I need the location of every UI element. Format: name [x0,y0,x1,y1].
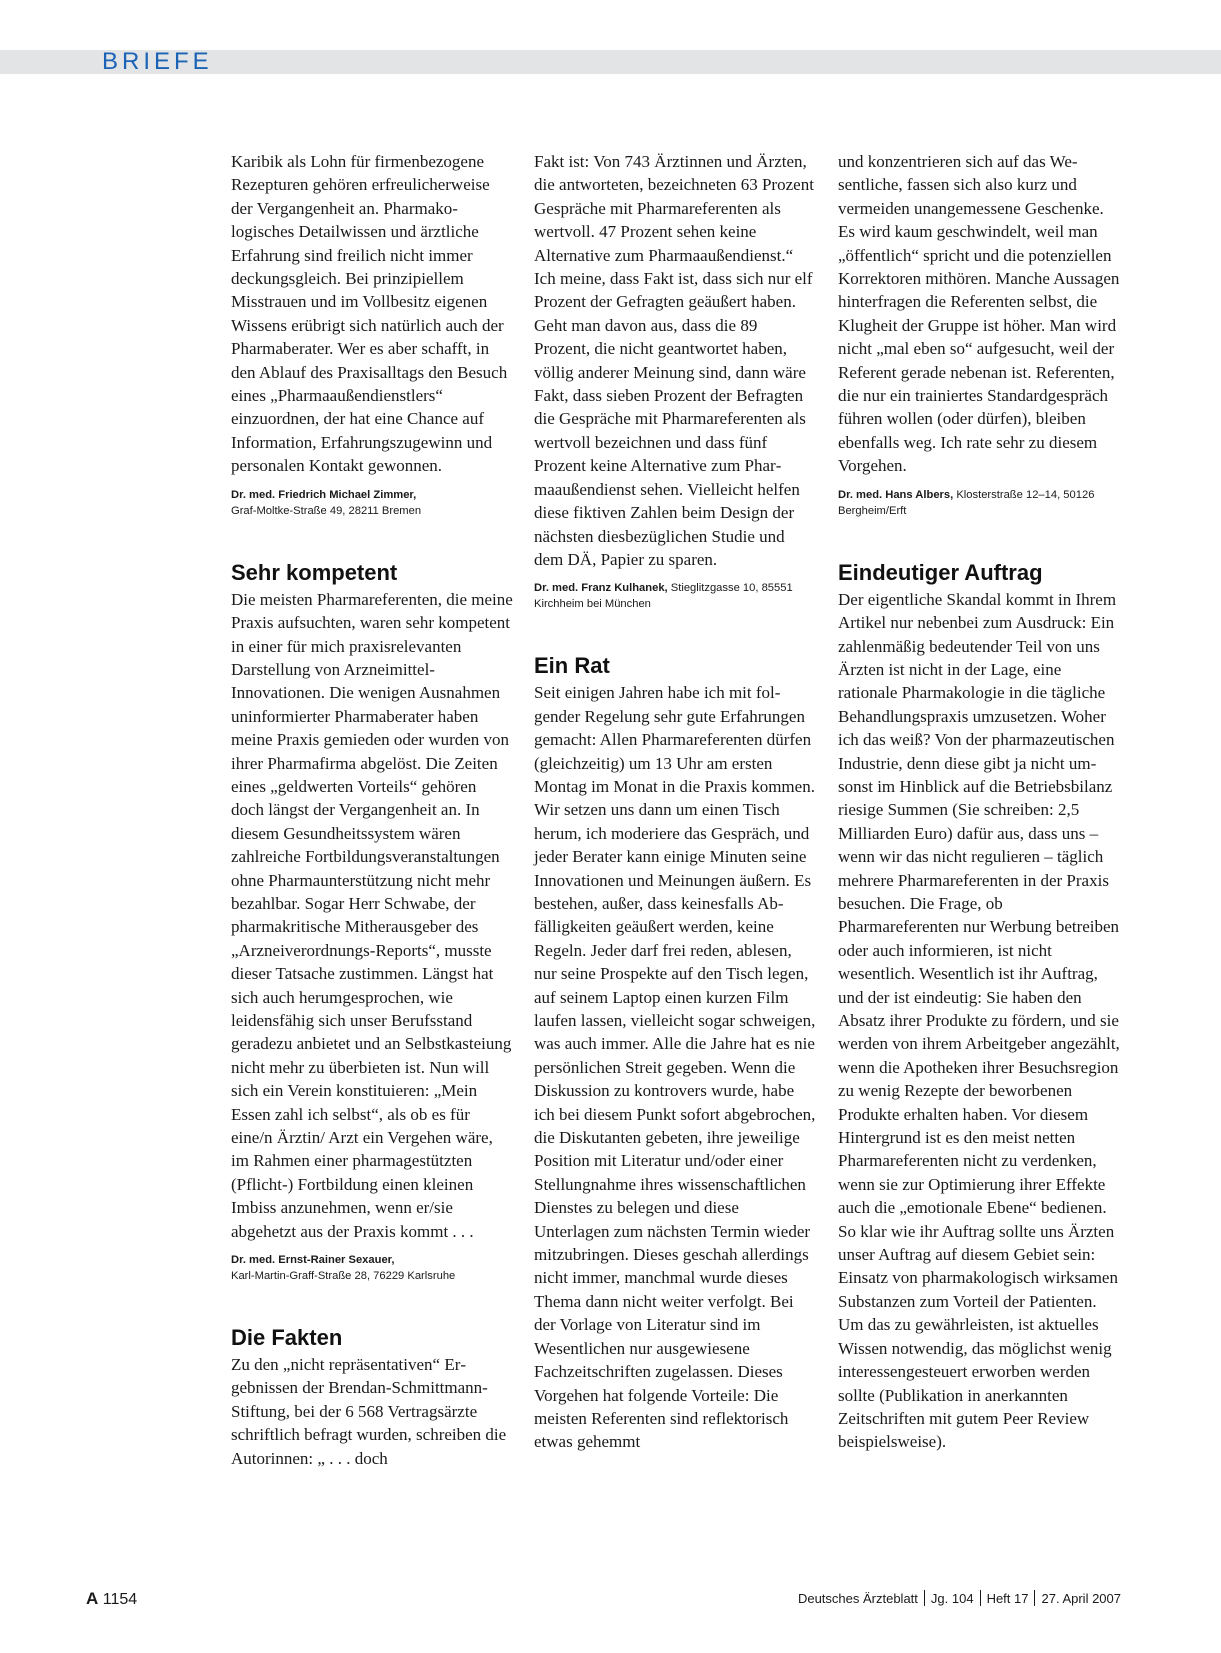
journal-volume: Jg. 104 [930,1590,974,1606]
page-number [86,1589,137,1609]
letter-2-signature [231,1252,513,1284]
signature-name: Dr. med. Friedrich Michael Zimmer, [231,488,417,501]
letter-3-text: Zu den „nicht repräsentativen“ Ergebnissen der Brendan-Schmittmann-Stiftung, bei der 6 568 Vertragsärzte schriftlich befragt wurden, schreiben die Autorinnen: „ . . . doch [231,1355,507,1468]
journal-footer [798,1590,1121,1606]
letter-4-text: Seit einigen Jahren habe ich mit folgender Regelung sehr gute Erfahrungen gemacht: Allen Pharmareferenten dürfen (gleichzeitig) um 13 Uhr am ersten Montag im Monat in die Praxis kommen. Wir setzen uns dann um einen Tisch herum, ich moderiere das Gespräch, und jeder Berater kann einige Minuten seine Innovationen und Meinungen äußern. Es bestehen, außer, dass keinesfalls Abfälligkeiten geäußert werden, keine Regeln. Jeder darf frei reden, ablesen, nur seine Prospekte auf den Tisch legen, auf seinem Laptop einen kurzen Film laufen lassen, vielleicht sogar schweigen, was auch immer. Alle die Jahre hat es nie persönlichen Streit gegeben. Wenn die Diskussion zu kontrovers wurde, habe ich bei diesem Punkt sofort abgebrochen, die Diskutanten gebeten, ihre jeweilige Position mit Literatur und/oder einer Stellungnahme ihres wissenschaftlichen Dienstes zu belegen und diese Unterlagen zum nächsten Termin wieder mitzubringen. Dieses geschah allerdings nicht immer, manchmal wurde dieses Thema dann nicht weiter verfolgt. Bei der Vorlage von Literatur sind im Wesentlichen nur ausgewiesene Fachzeitschriften zugelassen. Dieses Vorgehen hat folgende Vorteile: Die meisten Referenten sind reflektorisch etwas gehemmt [534,683,816,1452]
letter-1-signature [231,487,513,519]
letter-1-text: Karibik als Lohn für firmenbezogene Rezepturen gehören erfreulicherweise der Vergangenheit an. Pharmakologisches Detailwissen und ärztliche Erfahrung sind freilich nicht immer deckungsgleich. Bei prinzipiellem Misstrauen und im Vollbesitz eigenen Wissens erübrigt sich natürlich auch der Pharmaberater. Wer es aber schafft, in den Ablauf des Praxisalltags den Besuch eines „Pharmaaußendienstlers“ einzuordnen, der hat eine Chance auf Information, Erfahrungszugewinn und personalen Kontakt gewonnen. [231,152,508,476]
footer-divider [1034,1590,1035,1606]
signature-address: Karl-Martin-Graff-Straße 28, 76229 Karlsruhe [231,1270,456,1283]
letter-heading-die-fakten: Die Fakten [231,1325,343,1351]
signature-name: Dr. med. Hans Albers, [838,488,954,501]
letter-3-continued-text: Fakt ist: Von 743 Ärztinnen und Ärzten, die antworteten, bezeichneten 63 Prozent Gespräche mit Pharmareferenten als wertvoll. 47 Prozent sehen keine Alternative zum Pharmaaußendienst.“ Ich meine, dass Fakt ist, dass sich nur elf Prozent der Gefragten geäußert haben. Geht man davon aus, dass die 89 Prozent, die nicht geantwortet haben, völlig anderer Meinung sind, dann wäre Fakt, dass sieben Prozent der Befragten die Gespräche mit Pharmareferenten als wertvoll bezeichnen und dass fünf Prozent keine Alternative zum Pharmaaußendienst sehen. Vielleicht helfen diese fiktiven Zahlen beim Design der nächsten diesbezüglichen Studie und dem DÄ, Papier zu sparen. [534,152,814,569]
footer-divider [924,1590,925,1606]
letter-3-signature [534,580,816,612]
page-prefix: A [86,1589,99,1608]
letter-heading-eindeutiger-auftrag: Eindeutiger Auftrag [838,559,1043,585]
letter-heading-sehr-kompetent: Sehr kompetent [231,559,398,585]
section-label: BRIEFE [102,48,213,75]
letter-4-signature [838,487,1120,519]
letter-5-text: Der eigentliche Skandal kommt in Ihrem Artikel nur nebenbei zum Ausdruck: Ein zahlenmäßig bedeutender Teil von uns Ärzten ist nicht in der Lage, eine rationale Pharmakologie in die tägliche Behandlungspraxis umzusetzen. Woher ich das weiß? Von der pharmazeutischen Industrie, denn diese gibt ja nicht umsonst im Hinblick auf die Betriebsbilanz riesige Summen (Sie schreiben: 2,5 Milliarden Euro) dafür aus, dass uns – wenn wir das nicht regulieren – täglich mehrere Pharmareferenten in der Praxis besuchen. Die Frage, ob Pharmareferenten nur Werbung betreiben oder auch informieren, ist nicht wesentlich. Wesentlich ist ihr Auftrag, und der ist eindeutig: Sie haben den Absatz ihrer Produkte zu fördern, und sie werden von ihrem Arbeitgeber angezählt, wenn die Apotheken ihrer Besuchsregion zu wenig Rezepte der beworbenen Produkte erhalten haben. Vor diesem Hintergrund ist es den meist netten Pharmareferenten nicht zu verdenken, wenn sie zur Optimierung ihrer Effekte auch die „emotionale Ebene“ bedienen. So klar wie ihr Auftrag sollte uns Ärzten unser Auftrag auf diesem Gebiet sein: Einsatz von pharmakologisch wirksamen Substanzen zum Vorteil der Patienten. Um das zu gewährleisten, ist aktuelles Wissen notwendig, das möglichst wenig interessengesteuert erworben werden sollte (Publikation in anerkannten Zeitschriften mit gutem Peer Review beispielsweise). [838,589,1120,1452]
signature-name: Dr. med. Franz Kulhanek, [534,582,668,595]
signature-name: Dr. med. Ernst-Rainer Sexauer, [231,1254,395,1267]
column-2 [534,150,816,1454]
journal-issue: Heft 17 [986,1590,1029,1606]
letter-2-text: Die meisten Pharmareferenten, die meine Praxis aufsuchten, waren sehr kompetent in einer für mich praxisrelevanten Darstellung von Arzneimittel-Innovationen. Die wenigen Ausnahmen uninformierter Pharmaberater haben meine Praxis gemieden oder wurden von ihrer Pharmafirma abgelöst. Die Zeiten eines „geldwerten Vorteils“ gehören doch längst der Vergangenheit an. In diesem Gesundheitssystem wären zahlreiche Fortbildungsveranstaltungen ohne Pharmaunterstützung nicht mehr bezahlbar. Sogar Herr Schwabe, der pharmakritische Mitherausgeber des „Arzneiverordnungs-Reports“, musste dieser Tatsache zustimmen. Längst hat sich auch herumgesprochen, wie leidensfähig sich unser Berufsstand geradezu anbietet und an Selbstkasteiung nicht mehr zu überbieten ist. Nun will sich ein Verein konstituieren: „Mein Essen zahl ich selbst“, als ob es für eine/n Ärztin/ Arzt ein Vergehen wäre, im Rahmen einer pharmagestützten (Pflicht-) Fortbildung einen kleinen Imbiss anzunehmen, wenn er/sie abgehetzt aus der Praxis kommt . . . [231,589,513,1241]
letter-heading-ein-rat: Ein Rat [534,653,610,679]
letter-4-continued-text: und konzentrieren sich auf das Wesentliche, fassen sich also kurz und vermeiden unangemessene Geschenke. Es wird kaum geschwindelt, weil man „öffentlich“ spricht und die potenziellen Korrektoren mithören. Manche Aussagen hinterfragen die Referenten selbst, die Klugheit der Gruppe ist höher. Man wird nicht „mal eben so“ aufgesucht, weil der Referent gerade nebenan ist. Referenten, die nur ein trainiertes Standardgespräch führen wollen (oder dürfen), bleiben ebenfalls weg. Ich rate sehr zu diesem Vorgehen. [838,152,1120,476]
journal-date: 27. April 2007 [1041,1590,1121,1606]
signature-address: Stieglitzgasse 10, 85551 Kirchheim bei München [534,582,793,611]
column-3 [838,150,1120,1454]
signature-address: Klosterstraße 12–14, 50126 Bergheim/Erft [838,488,1095,517]
footer-divider [980,1590,981,1606]
signature-address: Graf-Moltke-Straße 49, 28211 Bremen [231,504,422,517]
column-1 [231,150,513,1470]
page-number-value: 1154 [102,1591,138,1608]
journal-name: Deutsches Ärzteblatt [797,1590,918,1606]
